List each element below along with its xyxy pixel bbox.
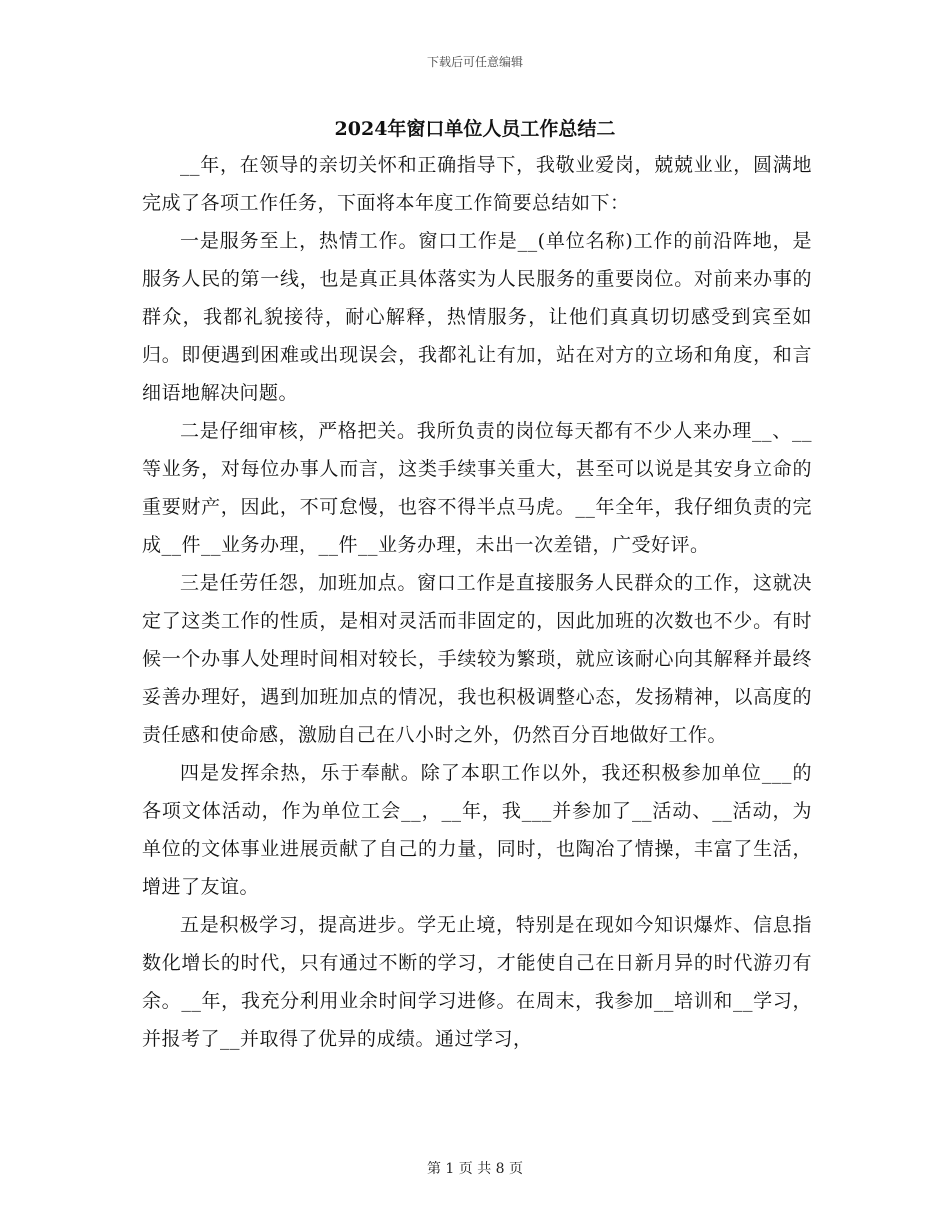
paragraph-dedication: 四是发挥余热，乐于奉献。除了本职工作以外，我还积极参加单位___的各项文体活动，作为单位工会__，__年，我___并参加了__活动、__活动，为单位的文体事业进展贡献了自己的力量，同时，也陶冶了情操，丰富了生活，增进了友谊。 (142, 762, 812, 898)
document-body (142, 146, 812, 1058)
page-header-note: 下载后可任意编辑 (426, 55, 523, 69)
paragraph-review: 二是仔细审核，严格把关。我所负责的岗位每天都有不少人来办理__、__等业务，对每位办事人而言，这类手续事关重大，甚至可以说是其安身立命的重要财产，因此，不可怠慢，也容不得半点马虎。__年全年，我仔细负责的完成__件__业务办理，__件__业务办理，未出一次差错，广受好评。 (142, 420, 812, 556)
page-number: 第 1 页 共 8 页 (426, 1161, 524, 1177)
document-title: 2024年窗口单位人员工作总结二 (334, 118, 616, 140)
paragraph-overtime: 三是任劳任怨，加班加点。窗口工作是直接服务人民群众的工作，这就决定了这类工作的性质，是相对灵活而非固定的，因此加班的次数也不少。有时候一个办事人处理时间相对较长，手续较为繁琐，就应该耐心向其解释并最终妥善办理好，遇到加班加点的情况，我也积极调整心态，发扬精神，以高度的责任感和使命感，激励自己在八小时之外，仍然百分百地做好工作。 (142, 572, 812, 746)
paragraph-intro: __年，在领导的亲切关怀和正确指导下，我敬业爱岗，兢兢业业，圆满地完成了各项工作任务，下面将本年度工作简要总结如下： (142, 154, 812, 214)
paragraph-service: 一是服务至上，热情工作。窗口工作是__(单位名称)工作的前沿阵地，是服务人民的第一线，也是真正具体落实为人民服务的重要岗位。对前来办事的群众，我都礼貌接待，耐心解释，热情服务，让他们真真切切感受到宾至如归。即便遇到困难或出现误会，我都礼让有加，站在对方的立场和角度，和言细语地解决问题。 (142, 230, 812, 404)
paragraph-learning: 五是积极学习，提高进步。学无止境，特别是在现如今知识爆炸、信息指数化增长的时代，只有通过不断的学习，才能使自己在日新月异的时代游刃有余。__年，我充分利用业余时间学习进修。在周末，我参加__培训和__学习，并报考了__并取得了优异的成绩。通过学习， (142, 914, 812, 1050)
